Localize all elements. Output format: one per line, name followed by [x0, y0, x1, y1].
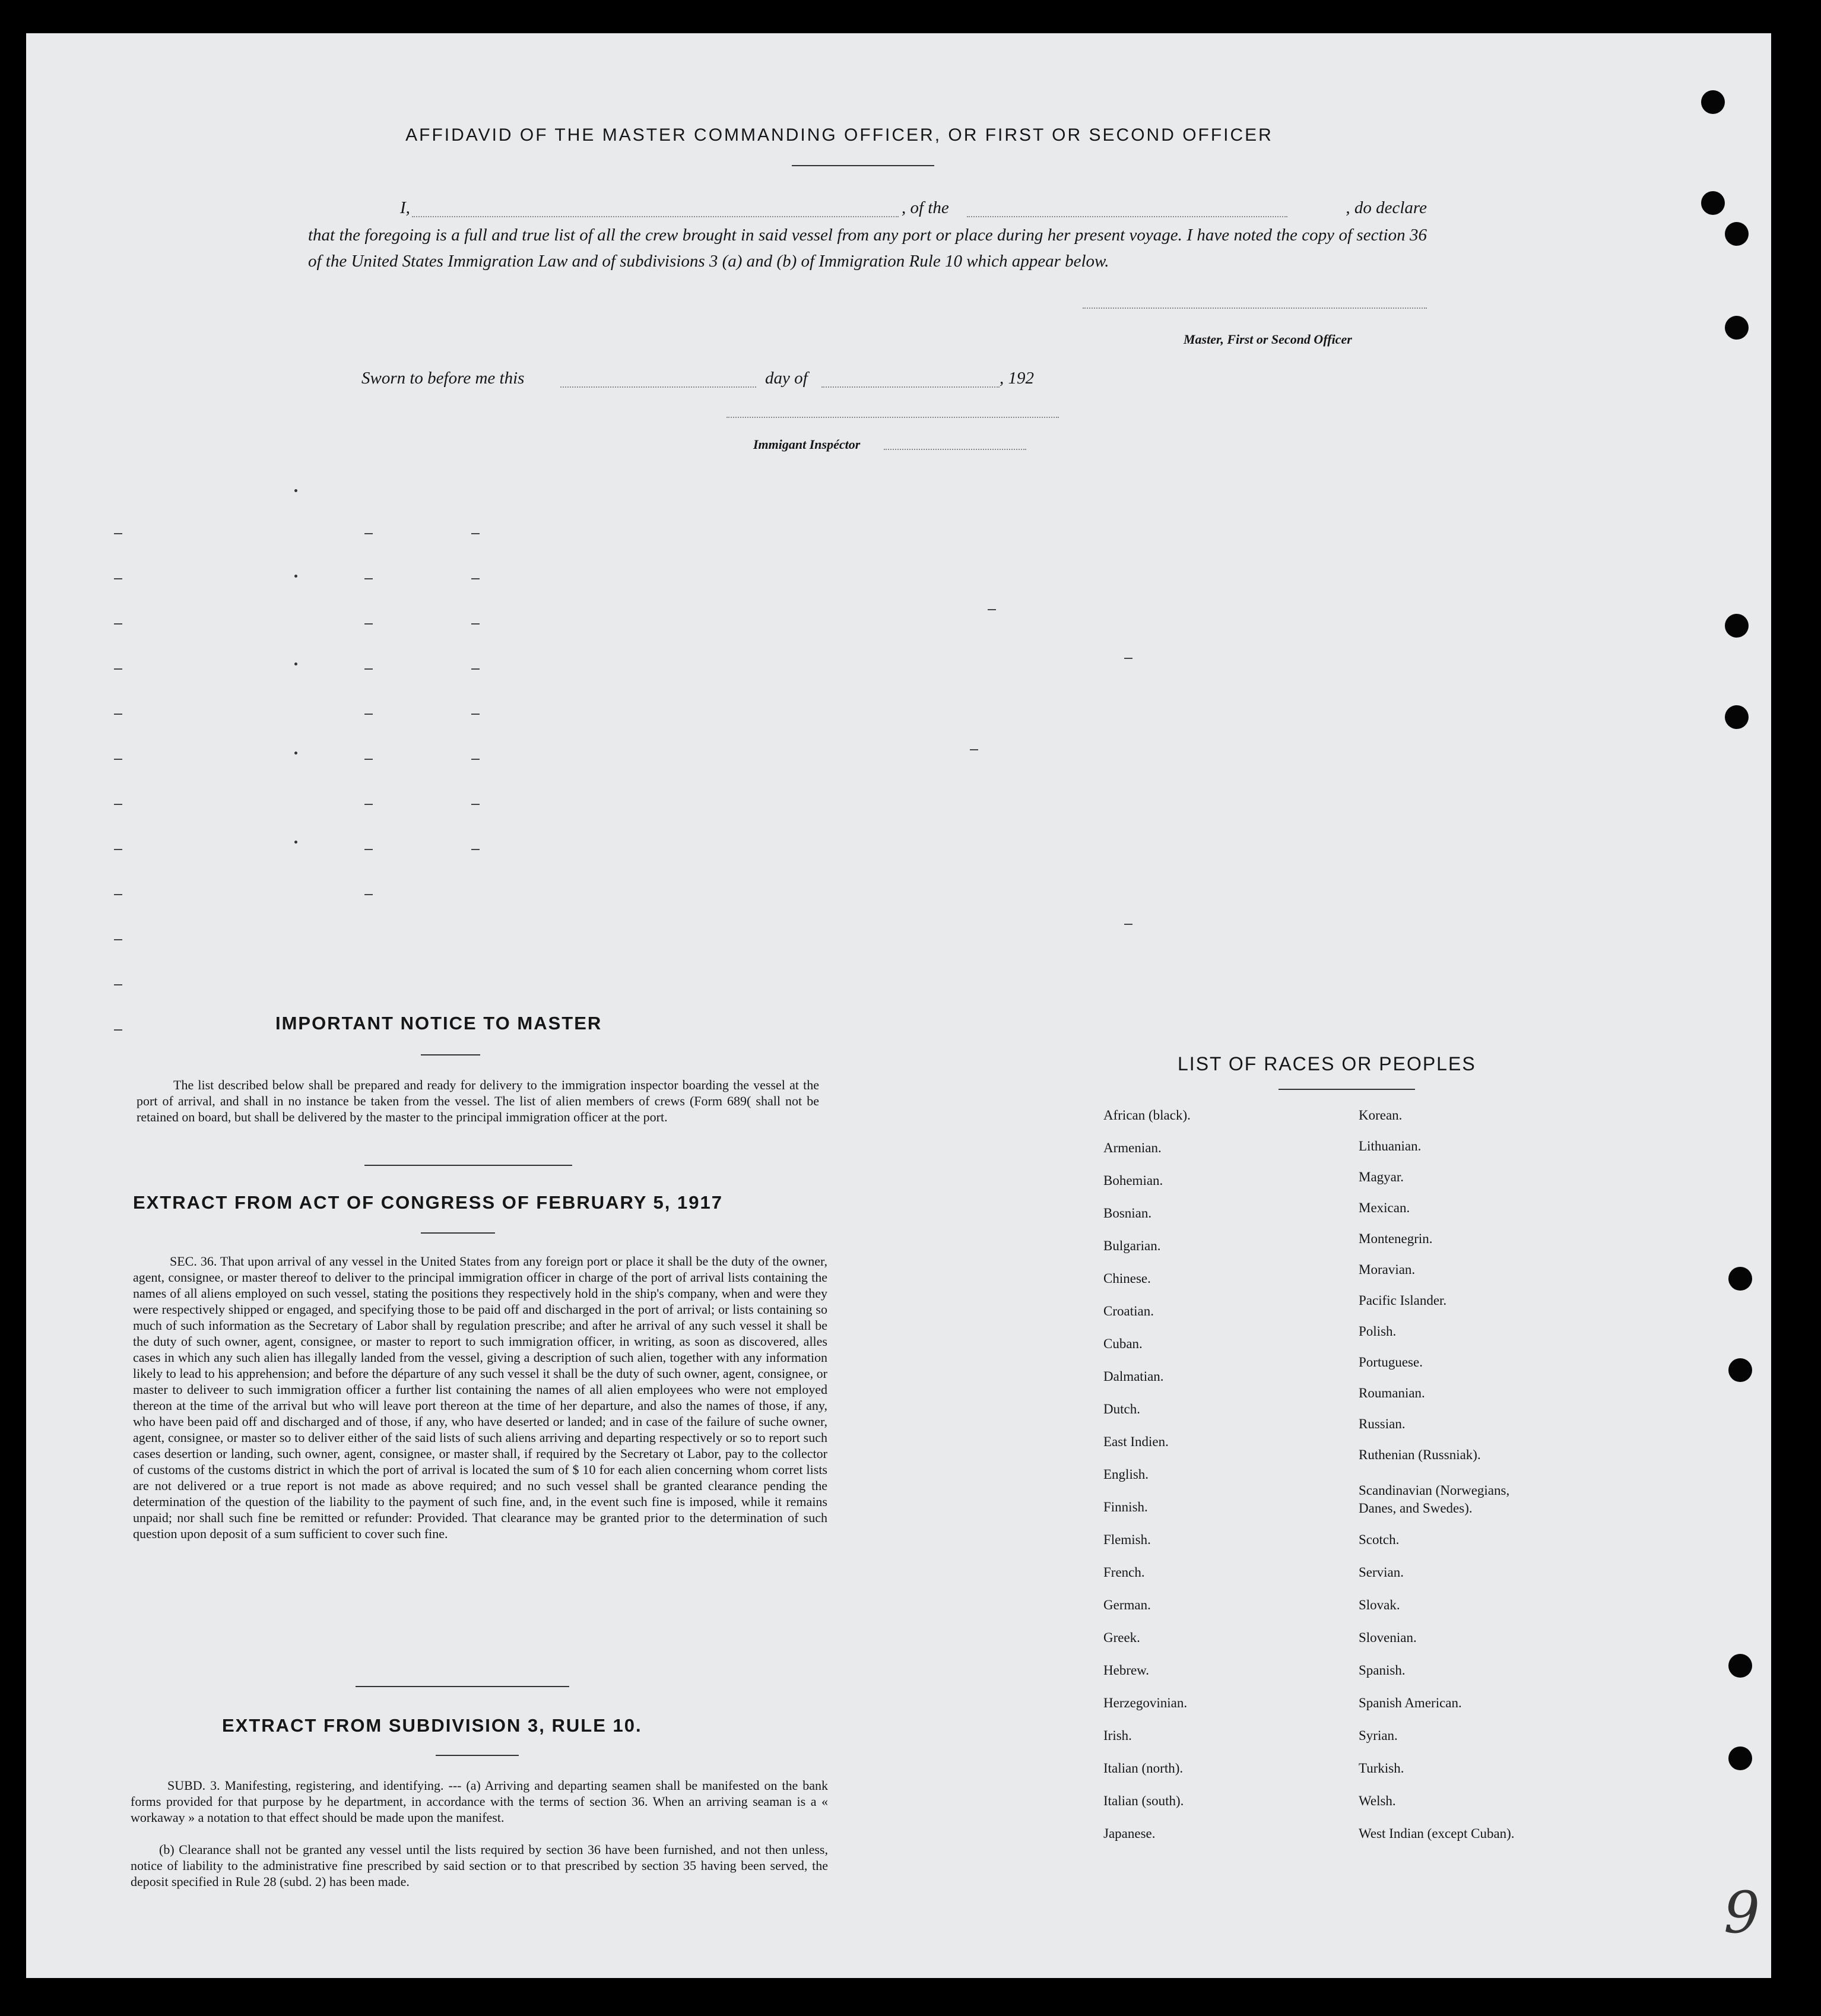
race-left-item: Cuban.	[1103, 1336, 1143, 1351]
margin-tick	[1124, 658, 1132, 659]
race-left-item: Bosnian.	[1103, 1206, 1152, 1221]
margin-tick	[364, 849, 373, 850]
sworn-day-blank[interactable]	[560, 386, 756, 388]
rule-para-b: (b) Clearance shall not be granted any vessel until the lists required by section 36 have been furnished, and not then unless, notice of liability to the administrative fine prescribed by said section or to that prescribed by section 35 having been served, the deposit specified in Rule 28 (subd. 2) has been made.	[131, 1842, 828, 1889]
title-underline	[792, 165, 934, 166]
race-left-item: Dalmatian.	[1103, 1369, 1164, 1384]
race-left-item: Dutch.	[1103, 1402, 1140, 1416]
race-right-item: Russian.	[1359, 1416, 1406, 1431]
race-right-item: Ruthenian (Russniak).	[1359, 1447, 1481, 1462]
race-right-item: Scotch.	[1359, 1532, 1400, 1547]
day-of-label: day of	[765, 369, 808, 388]
margin-tick	[364, 804, 373, 805]
race-right-item: Pacific Islander.	[1359, 1293, 1447, 1308]
race-left-item: Armenian.	[1103, 1140, 1162, 1155]
officer-label: Master, First or Second Officer	[1184, 332, 1352, 347]
binder-hole	[1728, 1358, 1752, 1382]
binder-hole	[1728, 1746, 1752, 1770]
margin-tick	[114, 939, 122, 940]
sworn-label: Sworn to before me this	[361, 369, 525, 388]
margin-dot	[294, 663, 297, 665]
rule-extract-title: EXTRACT FROM SUBDIVISION 3, RULE 10.	[222, 1715, 642, 1736]
margin-tick	[114, 759, 122, 760]
inspector-extra-line	[884, 449, 1026, 450]
race-left-item: Finnish.	[1103, 1500, 1148, 1514]
sworn-month-blank[interactable]	[821, 386, 1000, 388]
race-left-item: Italian (south).	[1103, 1793, 1184, 1808]
margin-tick	[114, 984, 122, 985]
binder-hole	[1701, 90, 1725, 114]
act-extract-text: SEC. 36. That upon arrival of any vessel in the United States from any foreign port or place it shall be the duty of the owner, agent, consignee, or master thereof to deliver to the principal immigration officer in charge of the port of arrival lists containing the names of all aliens employed on such vessel, stating the positions they respectively hold in the ship's company, when and were they were respectively shipped or engaged, and specifying those to be paid off and discharged in the port of arrival; or lists containing so much of such information as the Secretary of Labor shall by regulation prescribe; and after he arrival of any such vessel it shall be the duty of such owner, agent, consignee, or master to report to such immigration officer, in writing, as soon as discovered, alles cases in which any such alien has illegally landed from the vessel, giving a description of such alien, together with any information likely to lead to his apprehension; and before the départure of any such vessel it shall be the duty of such owner, agent, consignee, or master to deliveer to such immigration officer a further list containing the names of all alien employees who were not employed thereon at the time of the arrival but who will leave port thereon at the time of her departure, and also the names of those, if any, who have been paid off and discharged and of those, if any, who have deserted or landed; and in case of the failure of suche owner, agent, consignee, or master so to deliver either of the said lists of such aliens arriving and departing respectively or so to report such cases desertion or landing, such owner, agent, consignee, or master shall, if required by the Secretary ot Labor, pay to the collector of customs of the customs district in which the port of arrival is located the sum of $ 10 for each alien concerning whom corret lists are not delivered or a true report is not made as above required; and no such vessel shall be granted clearance pending the determination of the question of the liability to the payment of such fine, and, in the event such fine is imposed, while it remains unpaid; nor shall such fine be remitted or refunder: Provided. That clearance may be granted prior to the determination of such question upon deposit of a sum sufficient to cover such fine.	[133, 1254, 827, 1541]
races-title-underline	[1278, 1089, 1415, 1090]
inspector-label: Immigant Inspéctor	[753, 437, 861, 452]
margin-tick	[471, 623, 480, 625]
margin-tick	[988, 609, 996, 610]
race-left-item: African (black).	[1103, 1108, 1191, 1123]
binder-hole	[1728, 1267, 1752, 1291]
do-declare-label: , do declare	[1346, 198, 1427, 217]
race-left-item: Croatian.	[1103, 1304, 1154, 1318]
margin-dot	[294, 841, 297, 844]
rule-para-a: SUBD. 3. Manifesting, registering, and identifying. --- (a) Arriving and departing seamen shall be manifested on the bank forms provided for that purpose by he department, in accordance with the terms of section 36. When an arriving seaman is a « workaway » a notation to that effect should be made upon the manifest.	[131, 1778, 828, 1825]
race-left-item: East Indien.	[1103, 1434, 1169, 1449]
margin-tick	[471, 759, 480, 760]
race-right-item: Moravian.	[1359, 1262, 1416, 1277]
binder-hole	[1725, 222, 1749, 246]
margin-tick	[364, 759, 373, 760]
race-right-item: Portuguese.	[1359, 1355, 1423, 1370]
race-left-item: English.	[1103, 1467, 1149, 1482]
margin-tick	[364, 714, 373, 715]
act-title-underline	[421, 1232, 495, 1234]
margin-tick	[471, 533, 480, 534]
margin-tick	[471, 668, 480, 670]
race-left-item: Italian (north).	[1103, 1761, 1184, 1776]
i-label: I,	[400, 198, 410, 217]
margin-tick	[114, 849, 122, 850]
margin-tick	[364, 578, 373, 579]
race-left-item: French.	[1103, 1565, 1145, 1580]
margin-tick	[471, 849, 480, 850]
race-left-item: Herzegovinian.	[1103, 1695, 1188, 1710]
binder-hole	[1725, 316, 1749, 340]
vessel-blank[interactable]	[967, 216, 1287, 217]
margin-tick	[1124, 924, 1132, 925]
binder-hole	[1728, 1654, 1752, 1678]
race-right-item: West Indian (except Cuban).	[1359, 1826, 1515, 1841]
notice-divider	[364, 1165, 572, 1166]
margin-tick	[471, 804, 480, 805]
margin-tick	[114, 894, 122, 895]
race-right-item: Korean.	[1359, 1108, 1403, 1123]
race-right-item: Spanish American.	[1359, 1695, 1462, 1710]
binder-hole	[1725, 614, 1749, 638]
declaration-text: that the foregoing is a full and true list of all the crew brought in said vessel from any port or place during her present voyage. I have noted the copy of section 36 of the United States Immigration Law and of subdivisions 3 (a) and (b) of Immigration Rule 10 which appear below.	[308, 226, 1427, 271]
margin-tick	[114, 668, 122, 670]
name-blank[interactable]	[412, 216, 899, 217]
race-right-item: Polish.	[1359, 1324, 1397, 1339]
races-title: LIST OF RACES OR PEOPLES	[1178, 1053, 1476, 1074]
race-left-item: Irish.	[1103, 1728, 1132, 1743]
inspector-signature-line[interactable]	[727, 417, 1059, 418]
margin-tick	[364, 894, 373, 895]
margin-tick	[114, 1029, 122, 1031]
race-right-item: Turkish.	[1359, 1761, 1404, 1776]
margin-tick	[364, 668, 373, 670]
margin-dot	[294, 752, 297, 755]
margin-tick	[114, 623, 122, 625]
margin-dot	[294, 489, 297, 492]
of-the-label: , of the	[902, 198, 949, 217]
margin-tick	[970, 749, 978, 750]
margin-tick	[114, 533, 122, 534]
margin-tick	[471, 578, 480, 579]
race-right-item: Scandinavian (Norwegians, Danes, and Swedes).	[1359, 1483, 1510, 1516]
affidavit-title: AFFIDAVID OF THE MASTER COMMANDING OFFICER, OR FIRST OR SECOND OFFICER	[405, 125, 1273, 145]
margin-tick	[114, 804, 122, 805]
race-right-item: Spanish.	[1359, 1663, 1406, 1678]
race-right-item: Syrian.	[1359, 1728, 1398, 1743]
race-left-item: Bulgarian.	[1103, 1238, 1161, 1253]
margin-tick	[471, 714, 480, 715]
race-right-item: Montenegrin.	[1359, 1231, 1433, 1246]
race-left-item: German.	[1103, 1597, 1151, 1612]
race-right-item: Slovak.	[1359, 1597, 1400, 1612]
margin-dot	[294, 575, 297, 578]
race-left-item: Japanese.	[1103, 1826, 1156, 1841]
race-right-item: Magyar.	[1359, 1169, 1404, 1184]
binder-hole	[1725, 705, 1749, 729]
margin-tick	[114, 578, 122, 579]
race-left-item: Chinese.	[1103, 1271, 1151, 1286]
margin-tick	[364, 623, 373, 625]
notice-title: IMPORTANT NOTICE TO MASTER	[275, 1013, 602, 1034]
rule-title-underline	[436, 1755, 519, 1756]
page-number: 9	[1724, 1879, 1760, 1946]
binder-hole	[1701, 191, 1725, 215]
notice-title-underline	[421, 1054, 480, 1055]
officer-signature-line[interactable]	[1083, 308, 1427, 309]
race-right-item: Lithuanian.	[1359, 1139, 1422, 1153]
race-left-item: Flemish.	[1103, 1532, 1151, 1547]
race-right-item: Welsh.	[1359, 1793, 1396, 1808]
race-left-item: Greek.	[1103, 1630, 1140, 1645]
race-right-item: Slovenian.	[1359, 1630, 1417, 1645]
document-page	[26, 33, 1771, 1978]
race-right-item: Mexican.	[1359, 1200, 1410, 1215]
margin-tick	[114, 714, 122, 715]
margin-tick	[364, 533, 373, 534]
notice-text: The list described below shall be prepared and ready for delivery to the immigration inspector boarding the vessel at the port of arrival, and shall in no instance be taken from the vessel. The list of alien members of crews (Form 689( shall not be retained on board, but shall be delivered by the master to the principal immigration officer at the port.	[137, 1077, 819, 1124]
race-right-item: Servian.	[1359, 1565, 1404, 1580]
race-left-item: Hebrew.	[1103, 1663, 1150, 1678]
act-divider	[356, 1686, 569, 1687]
race-left-item: Bohemian.	[1103, 1173, 1163, 1188]
year-label: , 192	[1000, 369, 1034, 388]
race-right-item: Roumanian.	[1359, 1386, 1425, 1400]
act-extract-title: EXTRACT FROM ACT OF CONGRESS OF FEBRUARY 5, 1917	[133, 1192, 723, 1213]
